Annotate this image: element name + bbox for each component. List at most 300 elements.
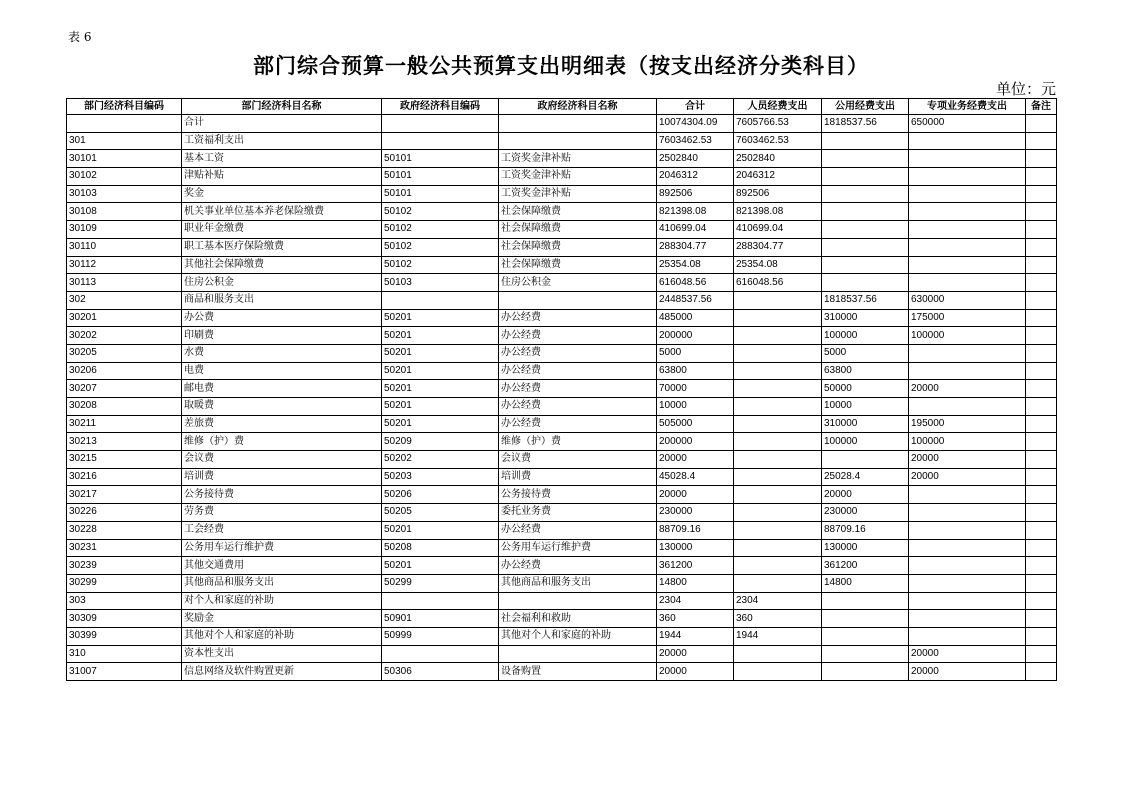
table-row [67, 663, 1057, 681]
total-cell: 20000 [657, 663, 734, 681]
dept-code-cell: 30205 [67, 344, 182, 362]
personnel-cell [734, 451, 822, 469]
table-row [67, 168, 1057, 186]
public-cell [822, 150, 909, 168]
special-cell [909, 185, 1026, 203]
public-cell [822, 645, 909, 663]
gov-name-cell: 住房公积金 [499, 274, 657, 292]
dept-code-cell: 30211 [67, 415, 182, 433]
category-row [67, 645, 1057, 663]
note-cell [1026, 256, 1057, 274]
total-row [67, 115, 1057, 133]
personnel-cell [734, 504, 822, 522]
table-row [67, 238, 1057, 256]
dept-name-cell: 其他交通费用 [182, 557, 382, 575]
dept-code-cell: 30228 [67, 521, 182, 539]
special-cell [909, 592, 1026, 610]
budget-table [66, 98, 1057, 681]
gov-name-cell [499, 645, 657, 663]
special-cell [909, 203, 1026, 221]
gov-name-cell: 工资奖金津补贴 [499, 168, 657, 186]
dept-code-cell: 30201 [67, 309, 182, 327]
dept-name-cell: 邮电费 [182, 380, 382, 398]
dept-code-cell: 30110 [67, 238, 182, 256]
table-row [67, 344, 1057, 362]
gov-code-cell: 50901 [382, 610, 499, 628]
special-cell [909, 398, 1026, 416]
gov-code-cell: 50208 [382, 539, 499, 557]
total-cell: 361200 [657, 557, 734, 575]
public-cell [822, 185, 909, 203]
dept-name-cell: 其他社会保障缴费 [182, 256, 382, 274]
total-cell: 2046312 [657, 168, 734, 186]
dept-code-cell: 30215 [67, 451, 182, 469]
note-cell [1026, 627, 1057, 645]
dept-name-cell: 职业年金缴费 [182, 221, 382, 239]
dept-code-cell: 310 [67, 645, 182, 663]
personnel-cell: 616048.56 [734, 274, 822, 292]
gov-name-cell: 工资奖金津补贴 [499, 185, 657, 203]
dept-name-cell: 机关事业单位基本养老保险缴费 [182, 203, 382, 221]
total-cell: 360 [657, 610, 734, 628]
public-cell: 14800 [822, 574, 909, 592]
dept-code-cell: 301 [67, 132, 182, 150]
public-cell: 310000 [822, 309, 909, 327]
note-cell [1026, 203, 1057, 221]
public-cell [822, 256, 909, 274]
public-cell: 1818537.56 [822, 115, 909, 133]
note-cell [1026, 415, 1057, 433]
gov-name-cell [499, 132, 657, 150]
dept-code-cell: 30309 [67, 610, 182, 628]
note-cell [1026, 468, 1057, 486]
special-cell [909, 238, 1026, 256]
gov-code-cell: 50101 [382, 168, 499, 186]
dept-name-cell: 办公费 [182, 309, 382, 327]
dept-code-cell: 30207 [67, 380, 182, 398]
gov-code-cell: 50201 [382, 521, 499, 539]
note-cell [1026, 557, 1057, 575]
gov-name-cell: 办公经费 [499, 344, 657, 362]
column-header: 部门经济科目编码 [67, 99, 182, 115]
dept-code-cell: 30202 [67, 327, 182, 345]
special-cell [909, 132, 1026, 150]
public-cell: 20000 [822, 486, 909, 504]
total-cell: 20000 [657, 486, 734, 504]
column-header: 专项业务经费支出 [909, 99, 1026, 115]
table-row [67, 203, 1057, 221]
gov-code-cell: 50101 [382, 185, 499, 203]
personnel-cell: 360 [734, 610, 822, 628]
dept-name-cell: 劳务费 [182, 504, 382, 522]
table-row [67, 451, 1057, 469]
gov-name-cell: 办公经费 [499, 309, 657, 327]
public-cell [822, 221, 909, 239]
note-cell [1026, 274, 1057, 292]
special-cell: 20000 [909, 468, 1026, 486]
dept-name-cell: 培训费 [182, 468, 382, 486]
total-cell: 20000 [657, 645, 734, 663]
personnel-cell: 2046312 [734, 168, 822, 186]
gov-name-cell: 其他商品和服务支出 [499, 574, 657, 592]
dept-code-cell: 30101 [67, 150, 182, 168]
dept-code-cell: 30108 [67, 203, 182, 221]
gov-name-cell: 办公经费 [499, 521, 657, 539]
table-row [67, 380, 1057, 398]
dept-code-cell: 30102 [67, 168, 182, 186]
gov-code-cell: 50101 [382, 150, 499, 168]
dept-name-cell: 奖励金 [182, 610, 382, 628]
note-cell [1026, 221, 1057, 239]
dept-code-cell: 30216 [67, 468, 182, 486]
public-cell [822, 274, 909, 292]
table-row [67, 415, 1057, 433]
gov-name-cell: 其他对个人和家庭的补助 [499, 627, 657, 645]
special-cell: 20000 [909, 451, 1026, 469]
special-cell: 20000 [909, 663, 1026, 681]
total-cell: 485000 [657, 309, 734, 327]
note-cell [1026, 309, 1057, 327]
gov-code-cell: 50102 [382, 203, 499, 221]
gov-code-cell: 50201 [382, 557, 499, 575]
dept-code-cell: 30109 [67, 221, 182, 239]
personnel-cell: 288304.77 [734, 238, 822, 256]
category-row [67, 291, 1057, 309]
special-cell: 630000 [909, 291, 1026, 309]
dept-name-cell: 印刷费 [182, 327, 382, 345]
dept-name-cell: 其他对个人和家庭的补助 [182, 627, 382, 645]
dept-code-cell: 30206 [67, 362, 182, 380]
personnel-cell: 821398.08 [734, 203, 822, 221]
personnel-cell [734, 663, 822, 681]
gov-name-cell: 办公经费 [499, 362, 657, 380]
table-header-row [67, 99, 1057, 115]
total-cell: 2502840 [657, 150, 734, 168]
public-cell [822, 663, 909, 681]
dept-name-cell: 公务用车运行维护费 [182, 539, 382, 557]
personnel-cell [734, 415, 822, 433]
personnel-cell [734, 309, 822, 327]
gov-code-cell: 50102 [382, 256, 499, 274]
total-cell: 2304 [657, 592, 734, 610]
dept-name-cell: 维修（护）费 [182, 433, 382, 451]
note-cell [1026, 486, 1057, 504]
public-cell [822, 238, 909, 256]
public-cell: 88709.16 [822, 521, 909, 539]
gov-code-cell: 50102 [382, 221, 499, 239]
gov-name-cell [499, 291, 657, 309]
dept-code-cell: 302 [67, 291, 182, 309]
special-cell [909, 627, 1026, 645]
dept-name-cell: 职工基本医疗保险缴费 [182, 238, 382, 256]
special-cell [909, 150, 1026, 168]
personnel-cell: 410699.04 [734, 221, 822, 239]
total-cell: 1944 [657, 627, 734, 645]
total-cell: 10074304.09 [657, 115, 734, 133]
gov-code-cell: 50201 [382, 362, 499, 380]
column-header: 备注 [1026, 99, 1057, 115]
public-cell: 100000 [822, 433, 909, 451]
special-cell [909, 256, 1026, 274]
gov-code-cell [382, 115, 499, 133]
total-cell: 10000 [657, 398, 734, 416]
table-row [67, 486, 1057, 504]
special-cell: 175000 [909, 309, 1026, 327]
note-cell [1026, 291, 1057, 309]
dept-name-cell: 对个人和家庭的补助 [182, 592, 382, 610]
personnel-cell: 1944 [734, 627, 822, 645]
gov-name-cell: 公务用车运行维护费 [499, 539, 657, 557]
gov-code-cell [382, 132, 499, 150]
special-cell [909, 362, 1026, 380]
personnel-cell: 2502840 [734, 150, 822, 168]
dept-name-cell: 信息网络及软件购置更新 [182, 663, 382, 681]
public-cell: 10000 [822, 398, 909, 416]
note-cell [1026, 398, 1057, 416]
column-header: 部门经济科目名称 [182, 99, 382, 115]
personnel-cell [734, 645, 822, 663]
personnel-cell [734, 362, 822, 380]
personnel-cell [734, 327, 822, 345]
personnel-cell [734, 398, 822, 416]
table-row [67, 539, 1057, 557]
note-cell [1026, 433, 1057, 451]
gov-code-cell: 50299 [382, 574, 499, 592]
table-number-label: 表 6 [68, 30, 92, 44]
note-cell [1026, 645, 1057, 663]
public-cell: 230000 [822, 504, 909, 522]
gov-code-cell: 50306 [382, 663, 499, 681]
note-cell [1026, 451, 1057, 469]
dept-code-cell: 30231 [67, 539, 182, 557]
public-cell [822, 627, 909, 645]
total-cell: 130000 [657, 539, 734, 557]
gov-name-cell: 社会保障缴费 [499, 221, 657, 239]
dept-code-cell: 31007 [67, 663, 182, 681]
public-cell: 130000 [822, 539, 909, 557]
note-cell [1026, 539, 1057, 557]
column-header: 人员经费支出 [734, 99, 822, 115]
note-cell [1026, 663, 1057, 681]
total-cell: 821398.08 [657, 203, 734, 221]
personnel-cell [734, 557, 822, 575]
dept-name-cell: 公务接待费 [182, 486, 382, 504]
gov-code-cell: 50202 [382, 451, 499, 469]
total-cell: 2448537.56 [657, 291, 734, 309]
total-cell: 70000 [657, 380, 734, 398]
special-cell: 20000 [909, 645, 1026, 663]
dept-name-cell: 资本性支出 [182, 645, 382, 663]
personnel-cell [734, 521, 822, 539]
public-cell [822, 132, 909, 150]
public-cell: 1818537.56 [822, 291, 909, 309]
dept-code-cell: 30399 [67, 627, 182, 645]
gov-code-cell: 50201 [382, 398, 499, 416]
column-header: 政府经济科目名称 [499, 99, 657, 115]
note-cell [1026, 610, 1057, 628]
note-cell [1026, 238, 1057, 256]
total-cell: 63800 [657, 362, 734, 380]
public-cell [822, 168, 909, 186]
special-cell [909, 344, 1026, 362]
dept-name-cell: 津贴补贴 [182, 168, 382, 186]
total-cell: 5000 [657, 344, 734, 362]
note-cell [1026, 592, 1057, 610]
gov-name-cell [499, 592, 657, 610]
gov-code-cell: 50209 [382, 433, 499, 451]
total-cell: 288304.77 [657, 238, 734, 256]
table-row [67, 468, 1057, 486]
public-cell: 5000 [822, 344, 909, 362]
personnel-cell [734, 291, 822, 309]
page-title: 部门综合预算一般公共预算支出明细表（按支出经济分类科目） [253, 53, 869, 78]
gov-name-cell [499, 115, 657, 133]
category-row [67, 132, 1057, 150]
gov-code-cell [382, 291, 499, 309]
table-row [67, 327, 1057, 345]
dept-code-cell: 303 [67, 592, 182, 610]
note-cell [1026, 115, 1057, 133]
dept-code-cell: 30217 [67, 486, 182, 504]
gov-name-cell: 社会保障缴费 [499, 256, 657, 274]
table-row [67, 521, 1057, 539]
public-cell: 63800 [822, 362, 909, 380]
dept-name-cell: 住房公积金 [182, 274, 382, 292]
gov-name-cell: 办公经费 [499, 398, 657, 416]
gov-code-cell: 50206 [382, 486, 499, 504]
table-row [67, 150, 1057, 168]
gov-name-cell: 培训费 [499, 468, 657, 486]
table-row [67, 185, 1057, 203]
personnel-cell [734, 380, 822, 398]
table-row [67, 557, 1057, 575]
total-cell: 14800 [657, 574, 734, 592]
gov-code-cell: 50203 [382, 468, 499, 486]
total-cell: 410699.04 [657, 221, 734, 239]
table-row [67, 504, 1057, 522]
table-row [67, 221, 1057, 239]
dept-code-cell: 30299 [67, 574, 182, 592]
gov-name-cell: 维修（护）费 [499, 433, 657, 451]
dept-name-cell: 合计 [182, 115, 382, 133]
dept-name-cell: 取暖费 [182, 398, 382, 416]
total-cell: 892506 [657, 185, 734, 203]
special-cell [909, 486, 1026, 504]
special-cell [909, 221, 1026, 239]
dept-code-cell: 30213 [67, 433, 182, 451]
note-cell [1026, 521, 1057, 539]
note-cell [1026, 362, 1057, 380]
gov-name-cell: 会议费 [499, 451, 657, 469]
gov-code-cell: 50102 [382, 238, 499, 256]
table-row [67, 274, 1057, 292]
gov-name-cell: 委托业务费 [499, 504, 657, 522]
personnel-cell [734, 468, 822, 486]
personnel-cell: 892506 [734, 185, 822, 203]
gov-name-cell: 设备购置 [499, 663, 657, 681]
unit-label: 单位：元 [995, 80, 1056, 98]
public-cell: 100000 [822, 327, 909, 345]
total-cell: 230000 [657, 504, 734, 522]
personnel-cell: 7605766.53 [734, 115, 822, 133]
gov-code-cell: 50205 [382, 504, 499, 522]
note-cell [1026, 504, 1057, 522]
table-row [67, 627, 1057, 645]
dept-code-cell: 30103 [67, 185, 182, 203]
gov-name-cell: 工资奖金津补贴 [499, 150, 657, 168]
note-cell [1026, 150, 1057, 168]
dept-code-cell: 30113 [67, 274, 182, 292]
special-cell: 100000 [909, 327, 1026, 345]
gov-code-cell: 50103 [382, 274, 499, 292]
total-cell: 25354.08 [657, 256, 734, 274]
public-cell [822, 451, 909, 469]
column-header: 合计 [657, 99, 734, 115]
public-cell [822, 203, 909, 221]
personnel-cell: 2304 [734, 592, 822, 610]
personnel-cell [734, 539, 822, 557]
personnel-cell [734, 486, 822, 504]
total-cell: 505000 [657, 415, 734, 433]
public-cell [822, 610, 909, 628]
gov-code-cell [382, 592, 499, 610]
dept-code-cell: 30226 [67, 504, 182, 522]
public-cell: 310000 [822, 415, 909, 433]
table-row [67, 362, 1057, 380]
total-cell: 7603462.53 [657, 132, 734, 150]
gov-name-cell: 公务接待费 [499, 486, 657, 504]
special-cell: 20000 [909, 380, 1026, 398]
gov-code-cell: 50201 [382, 344, 499, 362]
dept-name-cell: 会议费 [182, 451, 382, 469]
total-cell: 45028.4 [657, 468, 734, 486]
special-cell [909, 574, 1026, 592]
personnel-cell: 25354.08 [734, 256, 822, 274]
special-cell [909, 168, 1026, 186]
table-row [67, 256, 1057, 274]
gov-name-cell: 社会福利和救助 [499, 610, 657, 628]
special-cell: 195000 [909, 415, 1026, 433]
note-cell [1026, 168, 1057, 186]
personnel-cell [734, 574, 822, 592]
personnel-cell: 7603462.53 [734, 132, 822, 150]
special-cell [909, 504, 1026, 522]
total-cell: 616048.56 [657, 274, 734, 292]
dept-code-cell: 30239 [67, 557, 182, 575]
public-cell: 361200 [822, 557, 909, 575]
special-cell: 650000 [909, 115, 1026, 133]
table-row [67, 309, 1057, 327]
note-cell [1026, 132, 1057, 150]
dept-code-cell: 30112 [67, 256, 182, 274]
gov-name-cell: 办公经费 [499, 557, 657, 575]
note-cell [1026, 327, 1057, 345]
public-cell [822, 592, 909, 610]
special-cell [909, 539, 1026, 557]
table-row [67, 610, 1057, 628]
gov-code-cell: 50201 [382, 309, 499, 327]
dept-name-cell: 工资福利支出 [182, 132, 382, 150]
total-cell: 200000 [657, 327, 734, 345]
total-cell: 88709.16 [657, 521, 734, 539]
dept-name-cell: 其他商品和服务支出 [182, 574, 382, 592]
dept-name-cell: 商品和服务支出 [182, 291, 382, 309]
public-cell: 50000 [822, 380, 909, 398]
note-cell [1026, 344, 1057, 362]
note-cell [1026, 380, 1057, 398]
public-cell: 25028.4 [822, 468, 909, 486]
column-header: 公用经费支出 [822, 99, 909, 115]
